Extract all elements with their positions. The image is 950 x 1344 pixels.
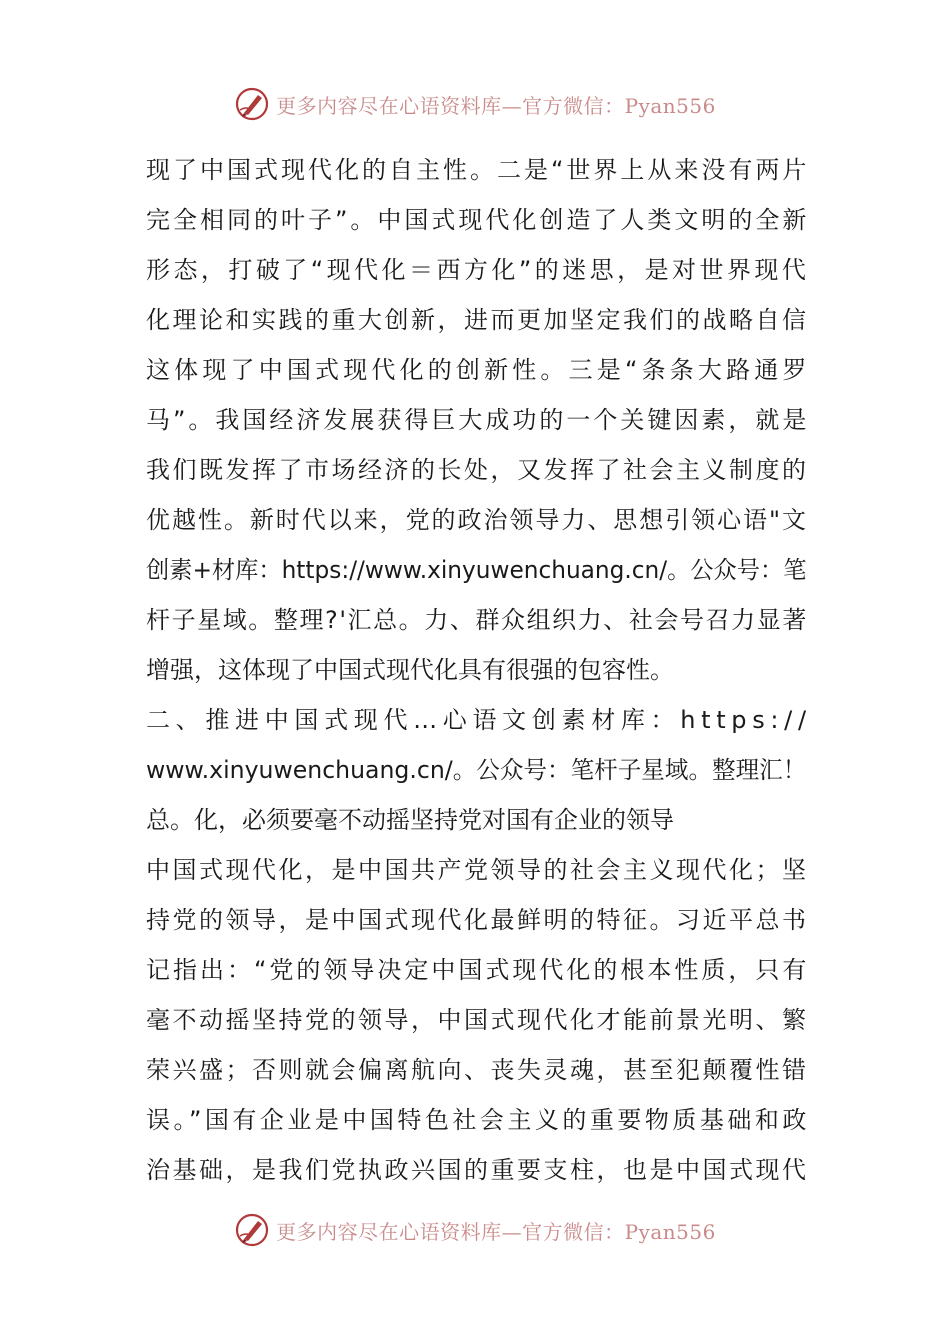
text-line: 杆子星域。整理?'汇总。力、群众组织力、社会号召力显著 bbox=[146, 606, 808, 634]
text-line: 现了中国式现代化的自主性。二是“世界上从来没有两片 bbox=[146, 156, 810, 184]
text-line: 记指出：“党的领导决定中国式现代化的根本性质，只有 bbox=[146, 956, 810, 984]
text-line: 优越性。新时代以来，党的政治领导力、思想引领心语"文 bbox=[146, 506, 808, 534]
text-line: 误。”国有企业是中国特色社会主义的重要物质基础和政 bbox=[146, 1106, 810, 1134]
text-line: 中国式现代化，是中国共产党领导的社会主义现代化；坚 bbox=[146, 856, 809, 884]
footer-banner bbox=[0, 1208, 950, 1252]
text-line-with-link: 创素+材库：https://www.xinyuwenchuang.cn/。公众号：笔 bbox=[146, 556, 807, 584]
text-line-with-link: www.xinyuwenchuang.cn/。公众号：笔杆子星域。整理汇！ bbox=[146, 756, 807, 784]
header-banner bbox=[0, 82, 950, 126]
pen-nib-logo-icon bbox=[234, 1212, 270, 1248]
text-line: 化理论和实践的重大创新，进而更加坚定我们的战略自信 bbox=[146, 306, 809, 334]
text-line: 总。化，必须要毫不动摇坚持党对国有企业的领导 bbox=[146, 806, 674, 834]
document-body bbox=[146, 145, 812, 1195]
text-line: 荣兴盛；否则就会偏离航向、丧失灵魂，甚至犯颠覆性错 bbox=[146, 1056, 809, 1084]
header-banner-text: 更多内容尽在心语资料库—官方微信：Pyan556 bbox=[276, 93, 716, 118]
text-line: 完全相同的叶子”。中国式现代化创造了人类文明的全新 bbox=[146, 206, 810, 234]
text-line: 持党的领导，是中国式现代化最鲜明的特征。习近平总书 bbox=[146, 906, 809, 934]
text-line: 治基础，是我们党执政兴国的重要支柱，也是中国式现代 bbox=[146, 1156, 809, 1184]
text-line: 增强，这体现了中国式现代化具有很强的包容性。 bbox=[146, 656, 674, 684]
pen-nib-logo-icon bbox=[234, 86, 270, 122]
text-line: 我们既发挥了市场经济的长处，又发挥了社会主义制度的 bbox=[146, 456, 809, 484]
text-line: 形态，打破了“现代化＝西方化”的迷思，是对世界现代 bbox=[146, 256, 810, 284]
text-line: 这体现了中国式现代化的创新性。三是“条条大路通罗 bbox=[146, 356, 811, 384]
text-line: 马”。我国经济发展获得巨大成功的一个关键因素，就是 bbox=[146, 406, 810, 434]
footer-banner-text: 更多内容尽在心语资料库—官方微信：Pyan556 bbox=[276, 1219, 716, 1244]
text-line: 毫不动摇坚持党的领导，中国式现代化才能前景光明、繁 bbox=[146, 1006, 809, 1034]
section-heading-line: 二、推进中国式现代…心语文创素材库：https:// bbox=[146, 706, 812, 734]
